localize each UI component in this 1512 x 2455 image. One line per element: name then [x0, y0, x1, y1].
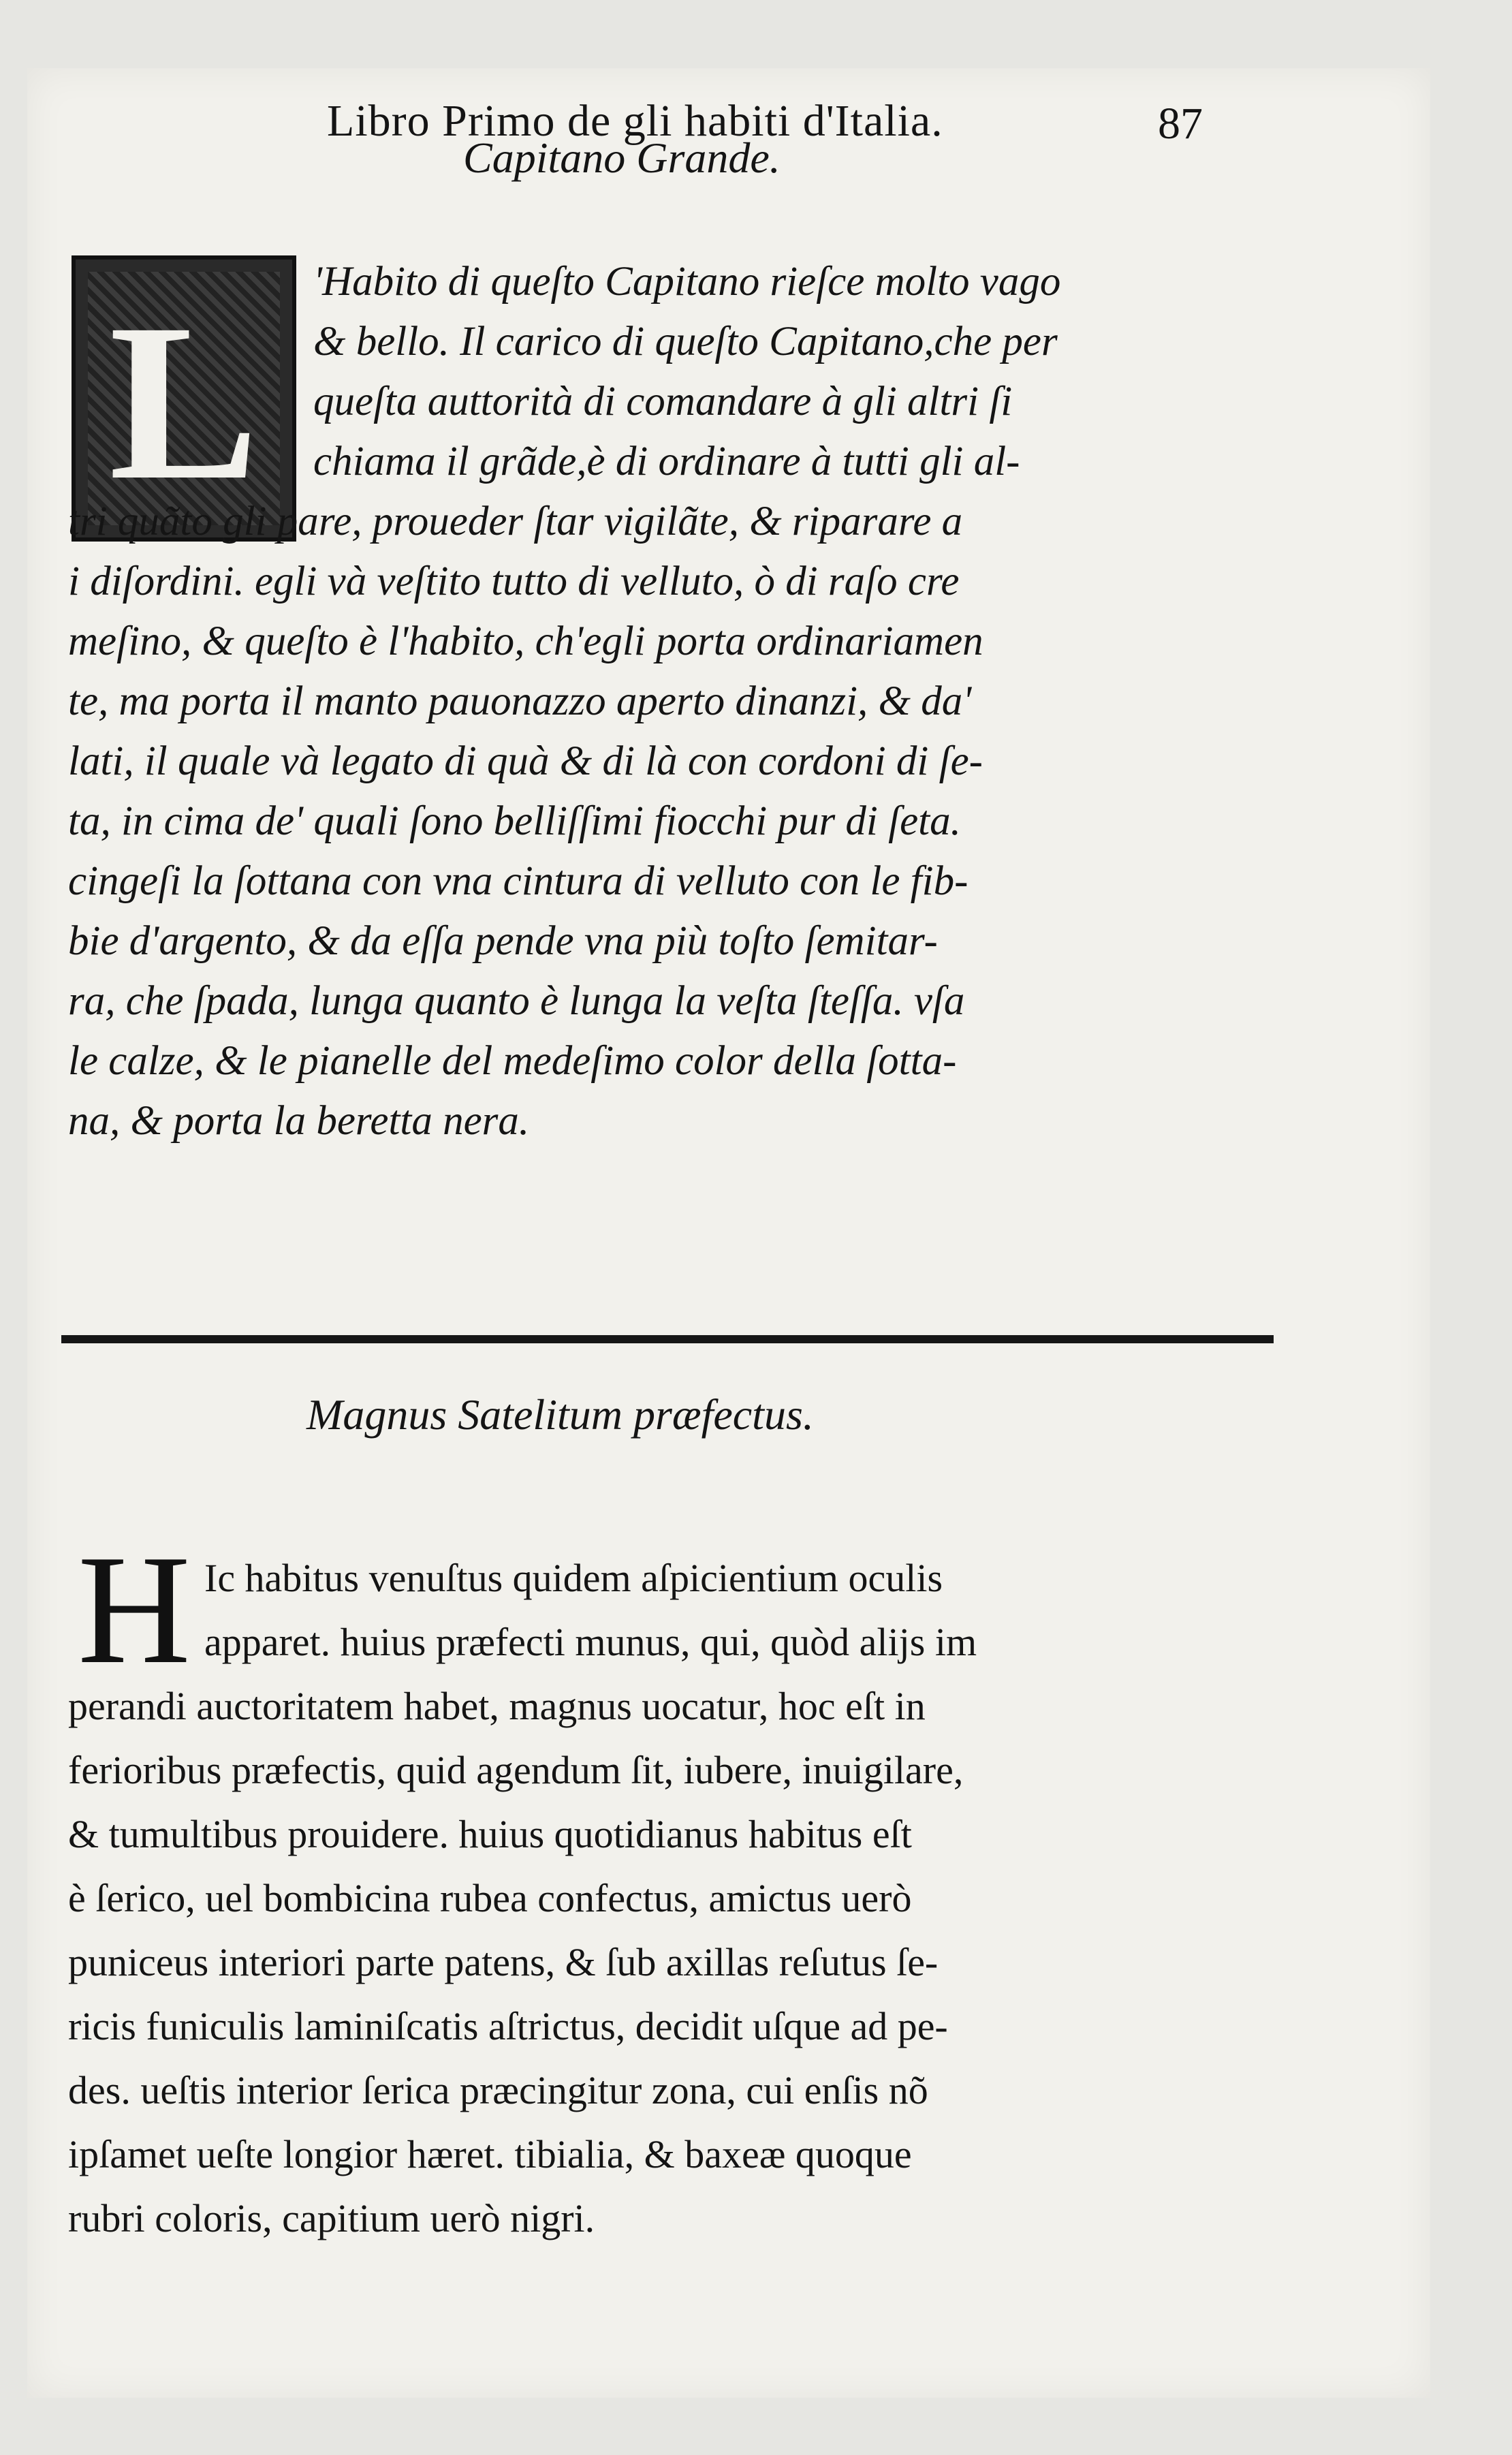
text-line: na, & porta la beretta nera. — [68, 1098, 530, 1144]
text-line: ta, in cima de' quali ſono belliſſimi fiocchi pur di ſeta. — [68, 798, 961, 844]
text-line: queſta auttorità di comandare à gli altri ſi — [313, 379, 1013, 424]
text-line: rubri coloris, capitium uerò nigri. — [68, 2196, 595, 2240]
text-line: perandi auctoritatem habet, magnus uocatur, hoc eſt in — [68, 1684, 926, 1728]
section-title-italian: Capitano Grande. — [463, 134, 781, 182]
text-line: meſino, & queſto è l'habito, ch'egli porta ordinariamen — [68, 619, 983, 664]
horizontal-rule — [61, 1335, 1274, 1343]
drop-cap-letter: L — [108, 278, 259, 527]
text-line: & bello. Il carico di queſto Capitano,che per — [313, 319, 1058, 364]
text-line: i diſordini. egli và veſtito tutto di velluto, ò di raſo cre — [68, 559, 960, 604]
text-line: te, ma porta il manto pauonazzo aperto dinanzi, & da' — [68, 678, 972, 724]
text-line: apparet. huius præfecti munus, qui, quòd alijs im — [204, 1620, 977, 1664]
italian-text-block — [68, 252, 1308, 1151]
text-line: ipſamet ueſte longior hæret. tibialia, & baxeæ quoque — [68, 2132, 912, 2176]
text-line: chiama il grãde,è di ordinare à tutti gli al- — [313, 439, 1020, 484]
plain-drop-cap: H — [77, 1522, 191, 1696]
text-line: è ſerico, uel bombicina rubea confectus, amictus uerò — [68, 1876, 912, 1920]
text-line: ricis funiculis laminiſcatis aſtrictus, decidit uſque ad pe- — [68, 2004, 948, 2048]
page-number: 87 — [1158, 99, 1203, 148]
latin-text-block — [68, 1522, 1308, 2251]
text-line: le calze, & le pianelle del medeſimo color della ſotta- — [68, 1038, 957, 1084]
text-line: des. ueſtis interior ſerica præcingitur zona, cui enſis nõ — [68, 2068, 928, 2112]
text-line: lati, il quale và legato di quà & di là con cordoni di ſe- — [68, 738, 983, 784]
text-line: bie d'argento, & da eſſa pende vna più toſto ſemitar- — [68, 918, 938, 964]
text-line: ferioribus præfectis, quid agendum ſit, iubere, inuigilare, — [68, 1748, 964, 1792]
text-line: ra, che ſpada, lunga quanto è lunga la veſta ſteſſa. vſa — [68, 978, 965, 1024]
text-line: cingeſi la ſottana con vna cintura di velluto con le fib- — [68, 858, 968, 904]
text-line: & tumultibus prouidere. huius quotidianus habitus eſt — [68, 1812, 912, 1856]
text-line: 'Habito di queſto Capitano rieſce molto vago — [313, 259, 1061, 304]
text-line: Ic habitus venuſtus quidem aſpicientium oculis — [204, 1556, 943, 1600]
text-line: tri quãto gli pare, proueder ſtar vigilãte, & riparare a — [68, 499, 963, 544]
text-line: puniceus interiori parte patens, & ſub axillas reſutus ſe- — [68, 1940, 939, 1984]
running-head: Libro Primo de gli habiti d'Italia. — [327, 96, 943, 146]
section-title-latin: Magnus Satelitum præfectus. — [306, 1390, 814, 1439]
